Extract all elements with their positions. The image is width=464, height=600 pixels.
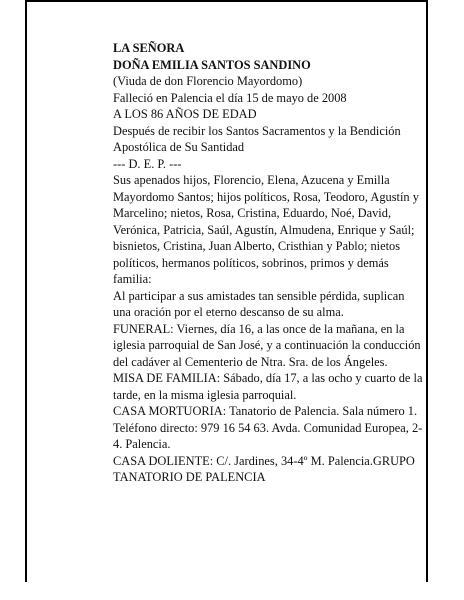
sacraments-paragraph: Después de recibir los Santos Sacramentos y la Bendición Apostólica de Su Santidad	[113, 123, 401, 154]
rip-line: --- D. E. P. ---	[113, 156, 182, 171]
family-paragraph: Sus apenados hijos, Florencio, Elena, Azucena y Emilla Mayordomo Santos; hijos políticos, Rosa, Teodoro, Agustín y Marcelino; nietos, Rosa, Cristina, Eduardo, Noé, David, Verónica, Patricia, Saúl, Agustín, Almudena, Enrique y Saúl; bisnietos, Cristina, Juan Alberto, Cristhian y Pablo; nietos políticos, hermanos políticos, sobrinos, primos y demás familia:	[113, 173, 419, 286]
notice-title-name: DOÑA EMILIA SANTOS SANDINO	[113, 57, 311, 72]
request-paragraph: Al participar a sus amistades tan sensible pérdida, suplican una oración por el eterno descanso de su alma.	[113, 288, 405, 319]
funeral-paragraph: FUNERAL: Viernes, día 16, a las once de la mañana, en la iglesia parroquial de San José, y a continuación la conducción del cadáver al Cementerio de Ntra. Sra. de los Ángeles.	[113, 321, 421, 369]
mourning-house-paragraph: CASA DOLIENTE: C/. Jardines, 34-4º M. Palencia.GRUPO TANATORIO DE PALENCIA	[113, 453, 415, 484]
obituary-notice	[113, 40, 423, 486]
widow-line: (Viuda de don Florencio Mayordomo)	[113, 74, 303, 88]
death-line: Falleció en Palencia el día 15 de mayo de 2008	[113, 90, 347, 105]
age-line: A LOS 86 AÑOS DE EDAD	[113, 107, 257, 121]
family-mass-paragraph: MISA DE FAMILIA: Sábado, día 17, a las ocho y cuarto de la tarde, en la misma iglesia parroquial.	[113, 371, 423, 402]
mortuary-paragraph: CASA MORTUORIA: Tanatorio de Palencia. Sala número 1. Teléfono directo: 979 16 54 63. Avda. Comunidad Europea, 2-4. Palencia.	[113, 404, 423, 451]
notice-title-line-1: LA SEÑORA	[113, 41, 185, 55]
